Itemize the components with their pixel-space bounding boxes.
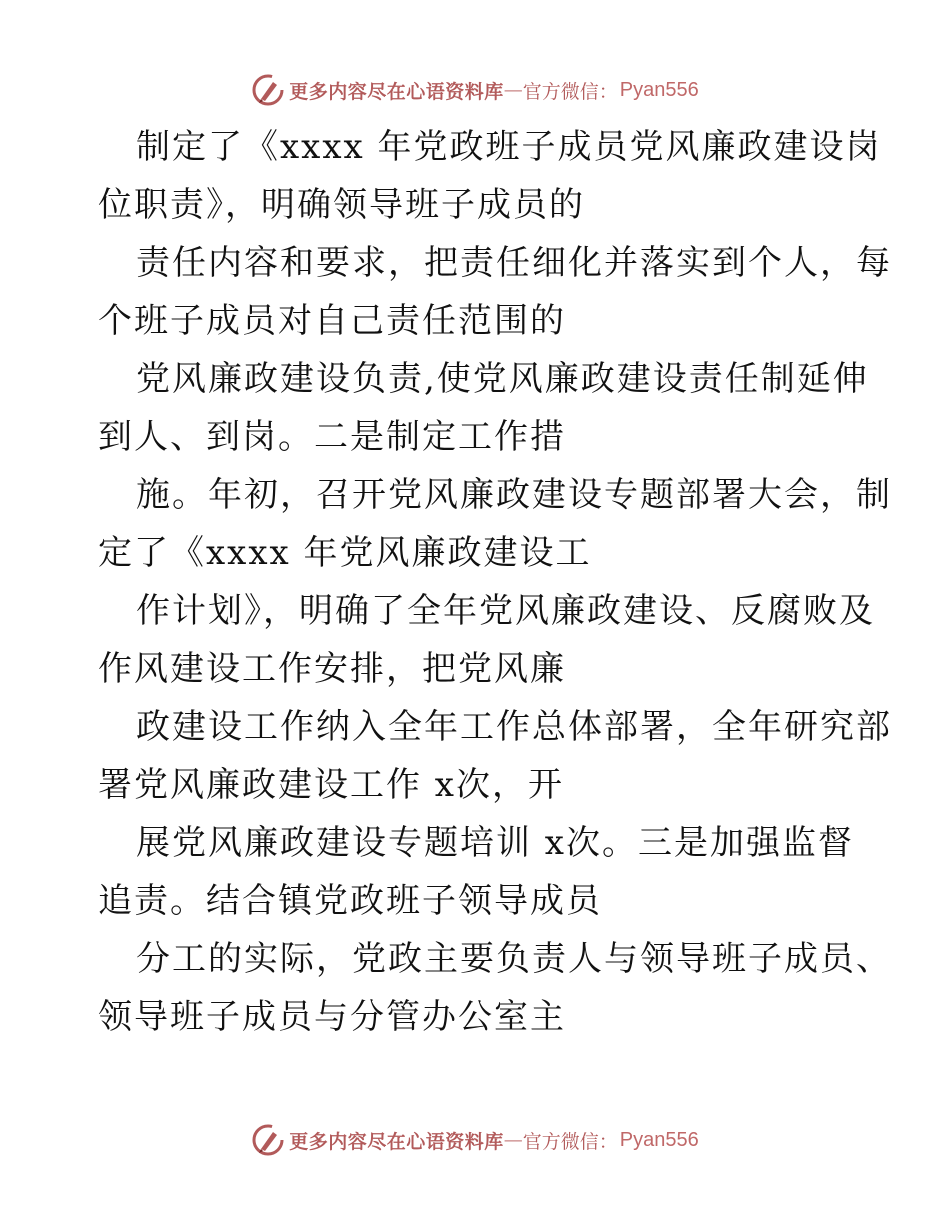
body-line-15: 分工的实际，党政主要负责人与领导班子成员、: [136, 939, 892, 979]
watermark-wechat-id: Pyan556: [619, 78, 699, 101]
body-line-5: 党风廉政建设负责,使党风廉政建设责任制延伸: [136, 359, 869, 399]
quill-pen-logo-icon: [251, 73, 285, 107]
body-line-7: 施。年初，召开党风廉政建设专题部署大会，制: [136, 475, 892, 515]
body-line-16: 领导班子成员与分管办公室主: [98, 997, 566, 1037]
watermark-label: 官方微信：: [522, 80, 618, 103]
quill-pen-logo-icon: [251, 1123, 285, 1157]
body-line-14: 追责。结合镇党政班子领导成员: [98, 881, 602, 921]
body-line-13: 展党风廉政建设专题培训 x次。三是加强监督: [136, 823, 854, 863]
body-line-10: 作风建设工作安排，把党风廉: [98, 649, 566, 689]
watermark-brand: 更多内容尽在心语资料库: [289, 1130, 504, 1153]
watermark-wechat-id: Pyan556: [619, 1128, 699, 1151]
body-line-12: 署党风廉政建设工作 x次，开: [98, 765, 564, 805]
watermark-brand: 更多内容尽在心语资料库: [289, 80, 504, 103]
body-line-9: 作计划》，明确了全年党风廉政建设、反腐败及: [136, 591, 875, 631]
body-line-4: 个班子成员对自己责任范围的: [98, 301, 566, 341]
body-line-8: 定了《xxxx 年党风廉政建设工: [98, 533, 592, 573]
header-watermark: [0, 70, 950, 110]
watermark-label: 官方微信：: [522, 1130, 618, 1153]
watermark-separator: —: [503, 79, 523, 101]
body-line-3: 责任内容和要求，把责任细化并落实到个人，每: [136, 243, 892, 283]
footer-watermark: [0, 1120, 950, 1160]
body-line-1: 制定了《xxxx 年党政班子成员党风廉政建设岗: [136, 127, 882, 167]
body-line-6: 到人、到岗。二是制定工作措: [98, 417, 566, 457]
watermark-separator: —: [503, 1129, 523, 1151]
document-body: [98, 118, 892, 1046]
body-line-11: 政建设工作纳入全年工作总体部署，全年研究部: [136, 707, 892, 747]
body-line-2: 位职责》，明确领导班子成员的: [98, 185, 585, 225]
